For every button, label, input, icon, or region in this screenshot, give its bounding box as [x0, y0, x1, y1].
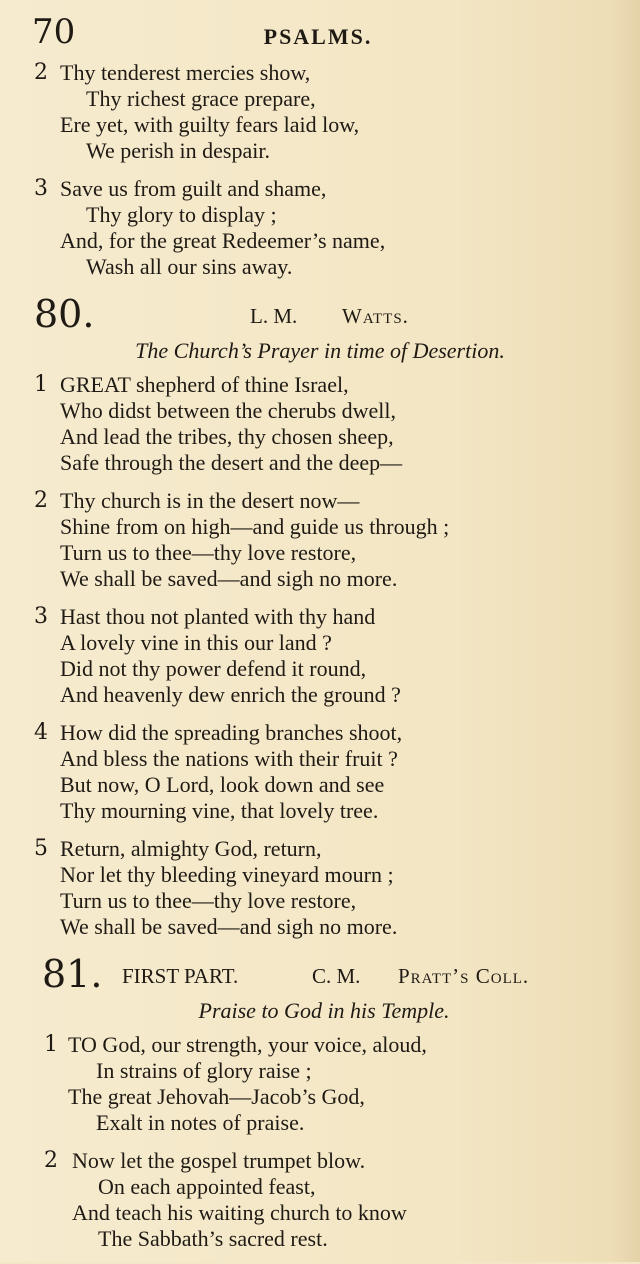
verse-line: TO God, our strength, your voice, aloud, [68, 1032, 427, 1057]
verse-line: Exalt in notes of praise. [96, 1110, 305, 1135]
verse-line: Shine from on high—and guide us through ; [60, 514, 450, 539]
stanza-number: 1 [44, 1032, 58, 1057]
stanza [0, 60, 640, 164]
verse-line: Thy church is in the desert now— [60, 488, 360, 513]
hymn-heading [0, 952, 640, 996]
verse-line: We shall be saved—and sigh no more. [60, 566, 398, 591]
stanza-number: 1 [34, 372, 48, 397]
hymn-80 [0, 292, 640, 940]
verse-line: And teach his waiting church to know [72, 1200, 407, 1225]
verse-line: Thy glory to display ; [86, 202, 277, 227]
hymn-title: The Church’s Prayer in time of Desertion. [135, 338, 505, 363]
verse-line: How did the spreading branches shoot, [60, 720, 403, 745]
verse-line: Thy tenderest mercies show, [60, 60, 311, 85]
hymn-source: Pratt’s Coll. [398, 964, 530, 988]
verse-line: On each appointed feast, [98, 1174, 316, 1199]
verse-line: The great Jehovah—Jacob’s God, [68, 1084, 365, 1109]
verse-line: But now, O Lord, look down and see [60, 772, 385, 797]
verse-line: Nor let thy bleeding vineyard mourn ; [60, 862, 394, 887]
hymn-number: 81. [42, 952, 103, 996]
verse-line: Ere yet, with guilty fears laid low, [60, 112, 360, 137]
verse-line: Who didst between the cherubs dwell, [60, 398, 397, 423]
stanza [0, 488, 640, 592]
verse-line: GREAT shepherd of thine Israel, [60, 372, 349, 397]
stanza-number: 2 [44, 1148, 58, 1173]
verse-line: A lovely vine in this our land ? [60, 630, 332, 655]
stanza-number: 2 [34, 60, 48, 85]
verse-line: In strains of glory raise ; [96, 1058, 312, 1083]
hymn-meter: L. M. [250, 304, 298, 328]
verse-line: We shall be saved—and sigh no more. [60, 914, 398, 939]
stanza-number: 5 [34, 836, 48, 861]
hymn-fragment [0, 60, 640, 280]
verse-line: The Sabbath’s sacred rest. [98, 1226, 328, 1251]
hymn-number: 80. [34, 292, 95, 336]
verse-line: Wash all our sins away. [86, 254, 293, 279]
stanza-number: 2 [34, 488, 48, 513]
verse-line: Safe through the desert and the deep— [60, 450, 403, 475]
hymn-81 [0, 952, 640, 1252]
verse-line: We perish in despair. [86, 138, 270, 163]
verse-line: Return, almighty God, return, [60, 836, 322, 861]
page-content [0, 60, 640, 1264]
verse-line: Save us from guilt and shame, [60, 176, 327, 201]
hymn-part: FIRST PART. [122, 964, 239, 988]
stanza-number: 3 [34, 604, 48, 629]
verse-line: And lead the tribes, thy chosen sheep, [60, 424, 394, 449]
page-number: 70 [32, 12, 76, 52]
stanza [0, 720, 640, 824]
stanza [0, 604, 640, 708]
verse-line: And, for the great Redeemer’s name, [60, 228, 386, 253]
hymn-author: Watts. [342, 304, 409, 328]
hymn-heading [0, 292, 640, 336]
stanza [0, 1148, 640, 1252]
running-title: PSALMS. [263, 24, 373, 49]
verse-line: Now let the gospel trumpet blow. [72, 1148, 366, 1173]
verse-line: Did not thy power defend it round, [60, 656, 367, 681]
verse-line: And heavenly dew enrich the ground ? [60, 682, 401, 707]
page-header [32, 12, 604, 52]
stanza [0, 372, 640, 476]
verse-line: Turn us to thee—thy love restore, [60, 540, 357, 565]
hymn-title: Praise to God in his Temple. [198, 998, 450, 1023]
verse-line: Thy richest grace prepare, [86, 86, 316, 111]
verse-line: Turn us to thee—thy love restore, [60, 888, 357, 913]
stanza [0, 176, 640, 280]
stanza-number: 3 [34, 176, 48, 201]
stanza [0, 836, 640, 940]
stanza-number: 4 [34, 720, 48, 745]
stanza [0, 1032, 640, 1136]
verse-line: And bless the nations with their fruit ? [60, 746, 398, 771]
hymn-meter: C. M. [312, 964, 361, 988]
verse-line: Hast thou not planted with thy hand [60, 604, 376, 629]
verse-line: Thy mourning vine, that lovely tree. [60, 798, 379, 823]
